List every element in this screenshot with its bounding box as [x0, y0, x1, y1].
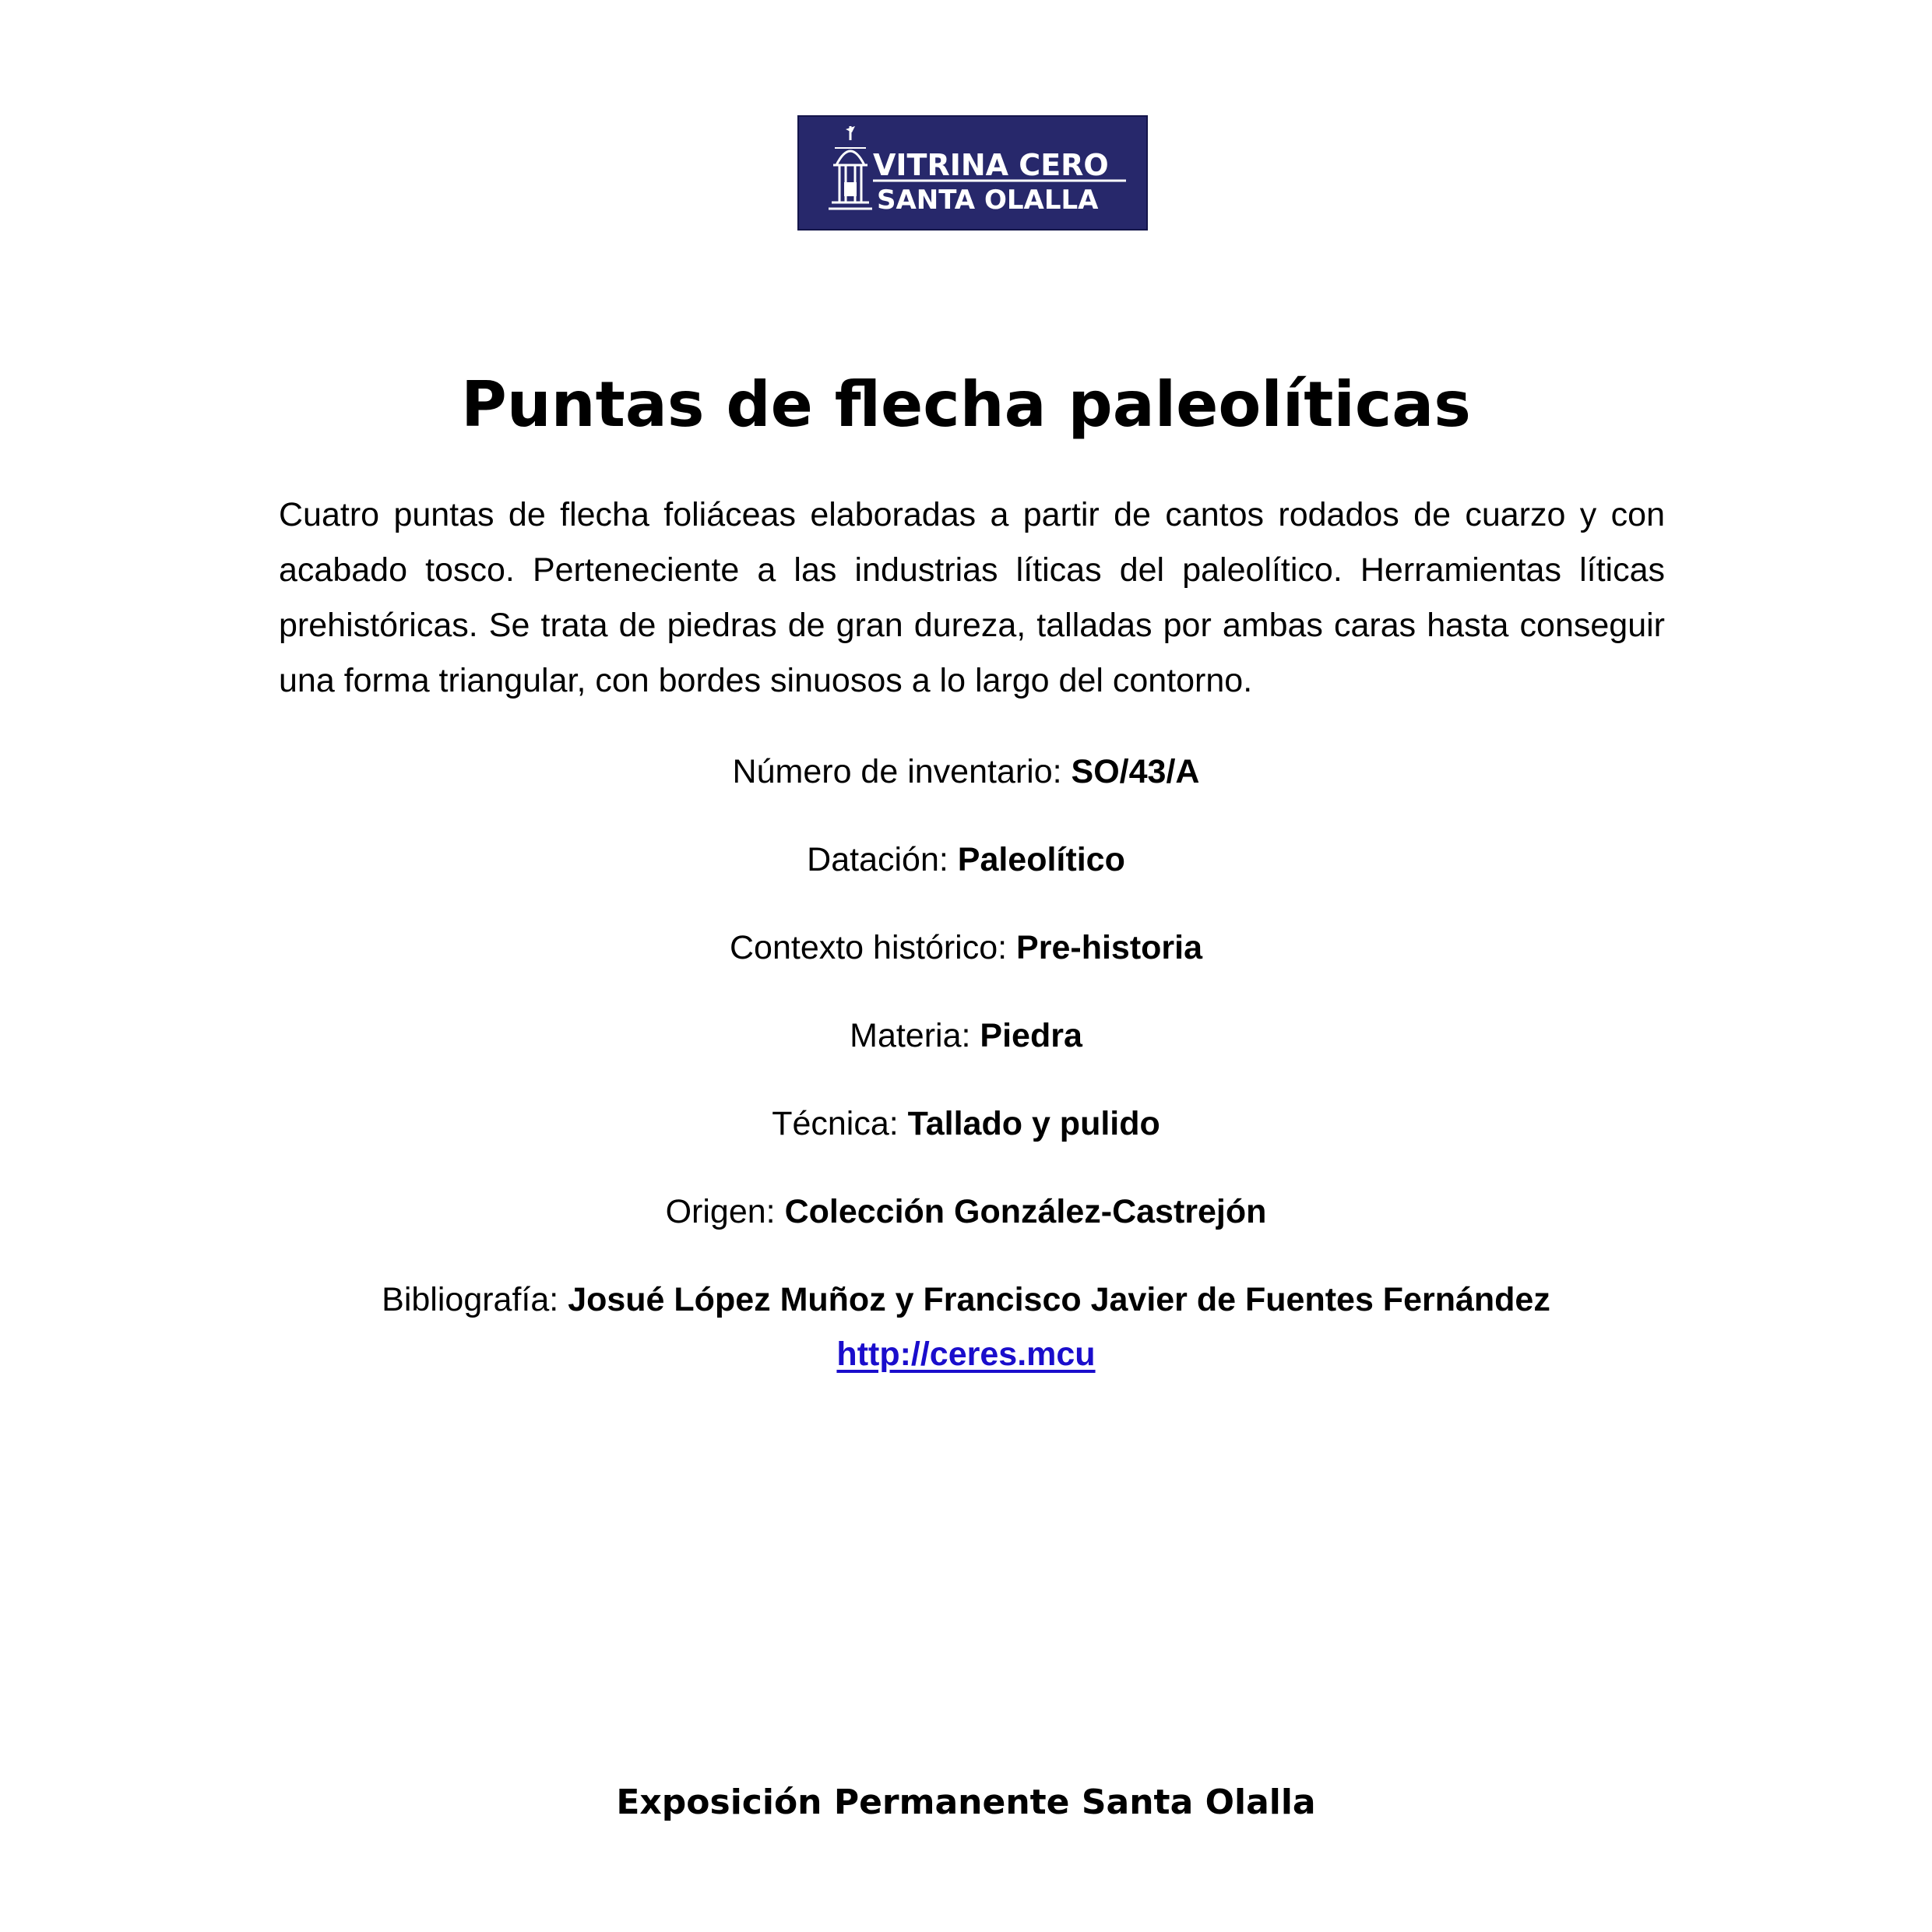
inventory-field — [0, 750, 1932, 794]
description-paragraph: Cuatro puntas de flecha foliáceas elaboradas a partir de cantos rodados de cuarzo y con acabado tosco. Perteneciente a las industrias líticas del paleolítico. Herramientas líticas prehistóricas. Se trata de piedras de gran dureza, talladas por ambas caras hasta conseguir una forma triangular, con bordes sinuosos a lo largo del contorno. — [279, 496, 1665, 699]
origin-value: Colección González-Castrejón — [784, 1193, 1267, 1230]
link-line — [0, 1332, 1932, 1376]
dating-value: Paleolítico — [957, 841, 1125, 878]
technique-label: Técnica: — [772, 1105, 908, 1142]
footer-text: Exposición Permanente Santa Olalla — [616, 1782, 1316, 1822]
context-field — [0, 926, 1932, 970]
dating-label: Datación: — [807, 841, 958, 878]
kiosk-icon — [829, 126, 872, 209]
inventory-value: SO/43/A — [1071, 753, 1200, 790]
technique-field — [0, 1102, 1932, 1145]
context-value: Pre-historia — [1016, 929, 1203, 966]
material-value: Piedra — [980, 1017, 1082, 1054]
bibliography-value: Josué López Muñoz y Francisco Javier de Fuentes Fernández — [568, 1281, 1550, 1318]
bibliography-label: Bibliografía: — [382, 1281, 568, 1318]
material-label: Materia: — [850, 1017, 980, 1054]
technique-value: Tallado y pulido — [907, 1105, 1160, 1142]
context-label: Contexto histórico: — [729, 929, 1017, 966]
bibliography-field — [0, 1278, 1932, 1321]
ceres-link[interactable]: http://ceres.mcu — [836, 1336, 1096, 1373]
material-field — [0, 1014, 1932, 1057]
logo-graphic — [799, 117, 1146, 229]
origin-label: Origen: — [665, 1193, 785, 1230]
vitrina-cero-logo — [797, 115, 1148, 231]
logo-line-2: SANTA OLALLA — [877, 185, 1099, 216]
logo-line-1: VITRINA CERO — [873, 148, 1109, 182]
origin-field — [0, 1190, 1932, 1233]
dating-field — [0, 838, 1932, 882]
inventory-label: Número de inventario: — [732, 753, 1072, 790]
page-title: Puntas de flecha paleolíticas — [461, 368, 1471, 441]
